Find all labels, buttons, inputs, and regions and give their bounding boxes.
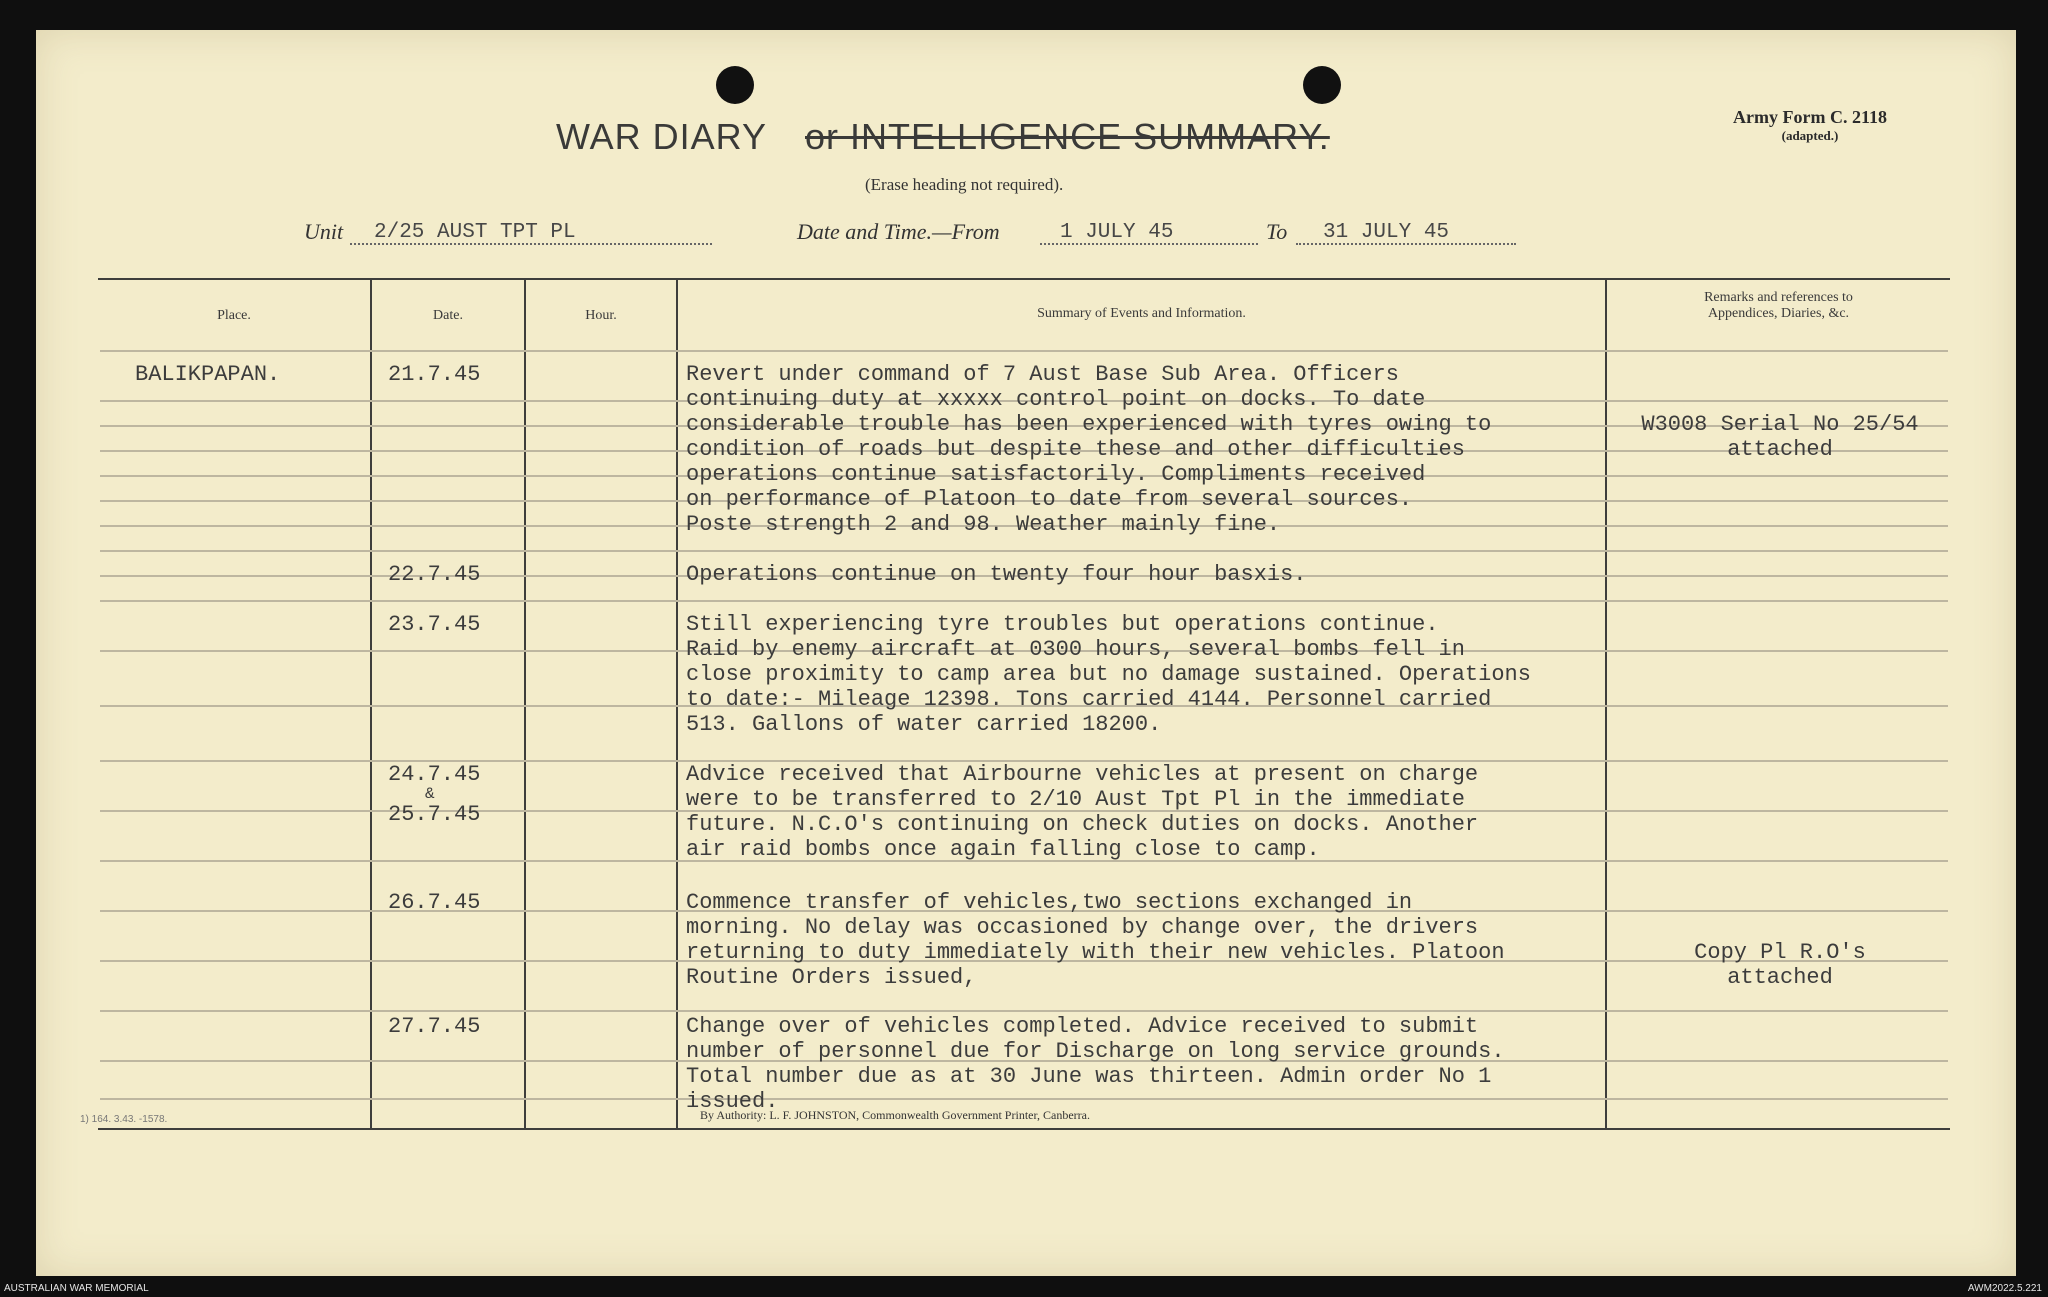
- entry-date: 24.7.45: [388, 762, 481, 787]
- entry-date: 22.7.45: [388, 562, 481, 587]
- column-header-hour: Hour.: [585, 308, 617, 323]
- ruled-line: [100, 550, 1948, 552]
- column-header-place: Place.: [217, 308, 251, 323]
- summary-line: Still experiencing tyre troubles but operations continue.: [686, 612, 1439, 637]
- to-label: To: [1266, 219, 1288, 244]
- from-value: 1 JULY 45: [1060, 221, 1174, 244]
- column-header-date: Date.: [433, 308, 463, 323]
- summary-line: Operations continue on twenty four hour basxis.: [686, 562, 1307, 587]
- summary-line: future. N.C.O's continuing on check duties on docks. Another: [686, 812, 1479, 837]
- column-header-summary: Summary of Events and Information.: [1037, 306, 1246, 321]
- summary-line: operations continue satisfactorily. Compliments received: [686, 462, 1426, 487]
- date-time-label: Date and Time.—From: [797, 219, 1000, 244]
- entry-date: 21.7.45: [388, 362, 481, 387]
- summary-line: Routine Orders issued,: [686, 965, 977, 990]
- entry-remarks: [1612, 412, 1948, 462]
- remarks-line: Copy Pl R.O's: [1694, 940, 1866, 965]
- to-value: 31 JULY 45: [1323, 221, 1450, 244]
- summary-line: issued.: [686, 1089, 779, 1114]
- summary-line: close proximity to camp area but no damage sustained. Operations: [686, 662, 1531, 687]
- summary-line: 513. Gallons of water carried 18200.: [686, 712, 1162, 737]
- ruled-line: [100, 1010, 1948, 1012]
- summary-line: on performance of Platoon to date from several sources.: [686, 487, 1413, 512]
- table-top-border: [98, 278, 1950, 280]
- ruled-line: [100, 350, 1948, 352]
- erase-note: (Erase heading not required).: [865, 175, 1064, 194]
- entry-date: 26.7.45: [388, 890, 481, 915]
- summary-line: considerable trouble has been experienced with tyres owing to: [686, 412, 1492, 437]
- column-header-remarks: [1607, 290, 1950, 322]
- summary-line: Revert under command of 7 Aust Base Sub Area. Officers: [686, 362, 1399, 387]
- punch-hole-right: [1303, 66, 1341, 104]
- summary-line: condition of roads but despite these and other difficulties: [686, 437, 1465, 462]
- remarks-line: attached: [1727, 965, 1833, 990]
- remarks-line: attached: [1727, 437, 1833, 462]
- summary-line: Total number due as at 30 June was thirteen. Admin order No 1: [686, 1064, 1492, 1089]
- column-divider-date: [370, 280, 372, 1128]
- print-code: 1) 164. 3.43. -1578.: [80, 1114, 168, 1125]
- entry-date: 27.7.45: [388, 1014, 481, 1039]
- title-war-diary: WAR DIARY: [556, 116, 768, 157]
- unit-value: 2/25 AUST TPT PL: [374, 221, 576, 244]
- archive-caption-right: AWM2022.5.221: [1967, 1283, 2042, 1294]
- remarks-header-line2: Appendices, Diaries, &c.: [1707, 306, 1850, 321]
- entry-date: 23.7.45: [388, 612, 481, 637]
- summary-line: air raid bombs once again falling close to camp.: [686, 837, 1320, 862]
- unit-line: [0, 215, 2048, 255]
- army-form-number: [1733, 107, 1887, 144]
- punch-hole-left: [716, 66, 754, 104]
- printer-authority: By Authority: L. F. JOHNSTON, Commonwealth Government Printer, Canberra.: [700, 1108, 1090, 1122]
- entry-summary: [686, 762, 1478, 862]
- table-bottom-border: [98, 1128, 1950, 1130]
- column-divider-hour: [524, 280, 526, 1128]
- archive-caption-left: AUSTRALIAN WAR MEMORIAL: [4, 1283, 149, 1294]
- summary-line: were to be transferred to 2/10 Aust Tpt Pl in the immediate: [686, 787, 1465, 812]
- summary-line: continuing duty at xxxxx control point on docks. To date: [686, 387, 1426, 412]
- column-divider-remarks: [1605, 280, 1607, 1128]
- summary-line: Raid by enemy aircraft at 0300 hours, several bombs fell in: [686, 637, 1465, 662]
- remarks-line: W3008 Serial No 25/54: [1641, 412, 1919, 437]
- entry-summary: [686, 1014, 1505, 1114]
- summary-line: Change over of vehicles completed. Advice received to submit: [686, 1014, 1479, 1039]
- summary-line: to date:- Mileage 12398. Tons carried 4144. Personnel carried: [686, 687, 1492, 712]
- entry-place: BALIKPAPAN.: [135, 362, 281, 387]
- summary-line: Poste strength 2 and 98. Weather mainly fine.: [686, 512, 1281, 537]
- summary-line: morning. No delay was occasioned by change over, the drivers: [686, 915, 1479, 940]
- summary-line: returning to duty immediately with their new vehicles. Platoon: [686, 940, 1505, 965]
- entry-summary: [686, 890, 1505, 990]
- army-form-line1: Army Form C. 2118: [1733, 107, 1887, 127]
- entry-summary: [686, 362, 1491, 537]
- summary-line: number of personnel due for Discharge on long service grounds.: [686, 1039, 1505, 1064]
- entry-date-and: &: [425, 785, 435, 803]
- entry-remarks: [1612, 940, 1948, 990]
- ruled-line: [100, 600, 1948, 602]
- entry-summary: [686, 612, 1531, 737]
- army-form-line2: (adapted.): [1781, 128, 1839, 143]
- title-struck-out: or INTELLIGENCE SUMMARY.: [805, 116, 1330, 157]
- column-divider-summary: [676, 280, 678, 1128]
- summary-line: Commence transfer of vehicles,two sections exchanged in: [686, 890, 1413, 915]
- entry-summary: [686, 562, 1307, 587]
- remarks-header-line1: Remarks and references to: [1704, 290, 1853, 305]
- unit-label: Unit: [304, 219, 344, 244]
- entry-date-second: 25.7.45: [388, 802, 481, 827]
- summary-line: Advice received that Airbourne vehicles at present on charge: [686, 762, 1479, 787]
